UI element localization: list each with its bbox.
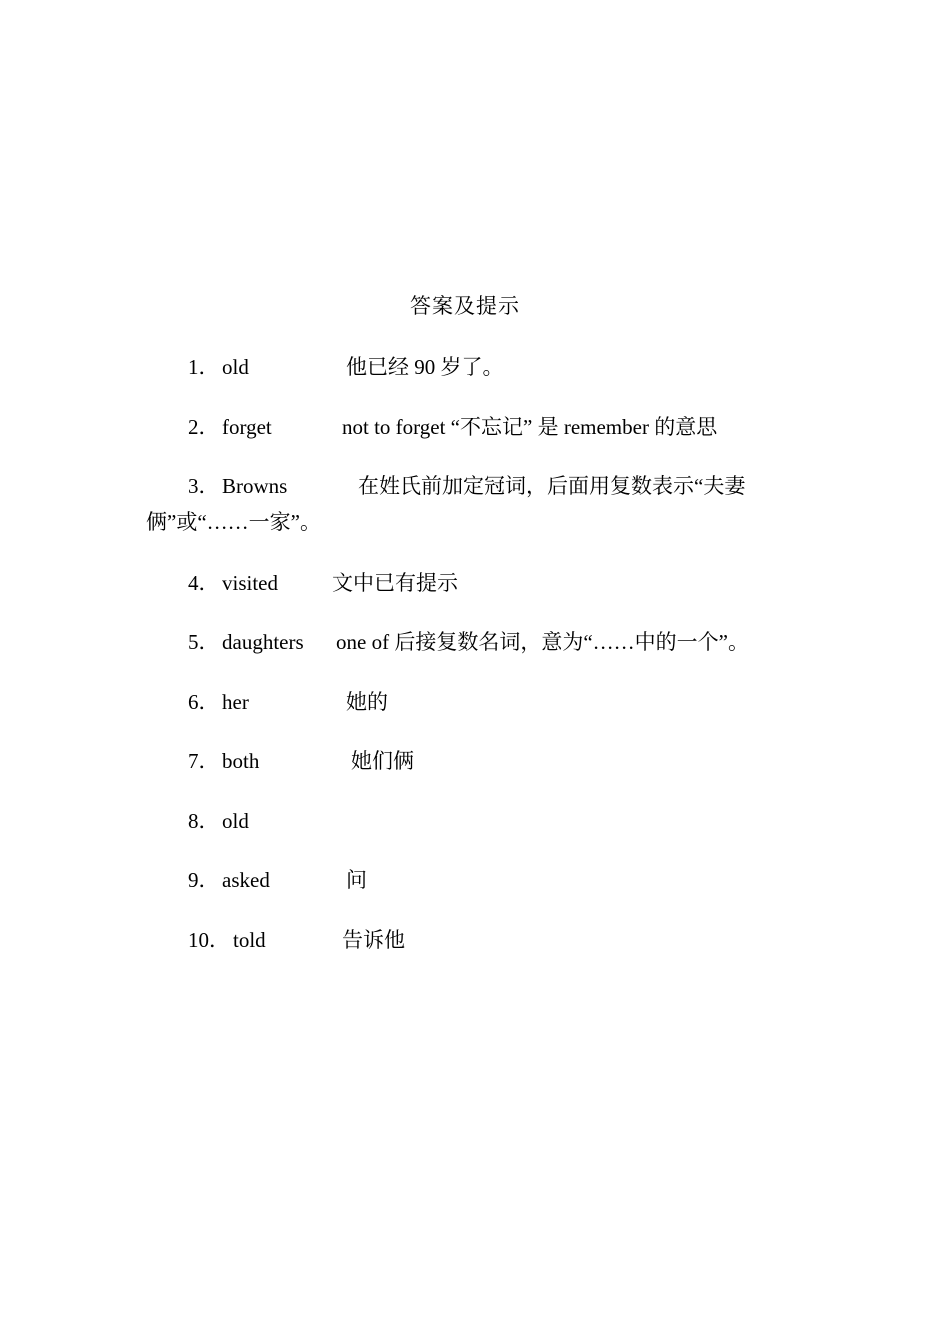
- item-hint: 问: [346, 868, 367, 892]
- item-answer: visited: [222, 571, 278, 595]
- item-number: 10．: [188, 928, 230, 952]
- item-hint-continuation: 俩”或“……一家”。: [146, 510, 321, 534]
- item-hint: 在姓氏前加定冠词，后面用复数表示“夫妻: [358, 474, 746, 498]
- item-number: 9．: [188, 868, 220, 892]
- item-hint: 她的: [346, 690, 388, 714]
- item-answer: daughters: [222, 630, 304, 654]
- item-answer: Browns: [222, 474, 288, 498]
- item-number: 8．: [188, 809, 220, 833]
- item-number: 3．: [188, 474, 220, 498]
- item-hint: 他已经 90 岁了。: [346, 355, 504, 379]
- item-hint: 文中已有提示: [332, 571, 458, 595]
- item-hint: not to forget “不忘记” 是 remember 的意思: [342, 415, 718, 439]
- item-number: 4．: [188, 571, 220, 595]
- item-answer: both: [222, 749, 260, 773]
- item-answer: old: [222, 809, 249, 833]
- item-answer: old: [222, 355, 249, 379]
- item-number: 6．: [188, 690, 220, 714]
- item-answer: forget: [222, 415, 272, 439]
- item-hint: 她们俩: [351, 749, 414, 773]
- item-number: 7．: [188, 749, 220, 773]
- item-answer: asked: [222, 868, 270, 892]
- page-title: 答案及提示: [410, 294, 520, 318]
- item-hint: 告诉他: [342, 928, 405, 952]
- item-hint: one of 后接复数名词，意为“……中的一个”。: [336, 630, 749, 654]
- item-answer: told: [233, 928, 266, 952]
- item-number: 2．: [188, 415, 220, 439]
- item-number: 5．: [188, 630, 220, 654]
- item-number: 1．: [188, 355, 220, 379]
- item-answer: her: [222, 690, 249, 714]
